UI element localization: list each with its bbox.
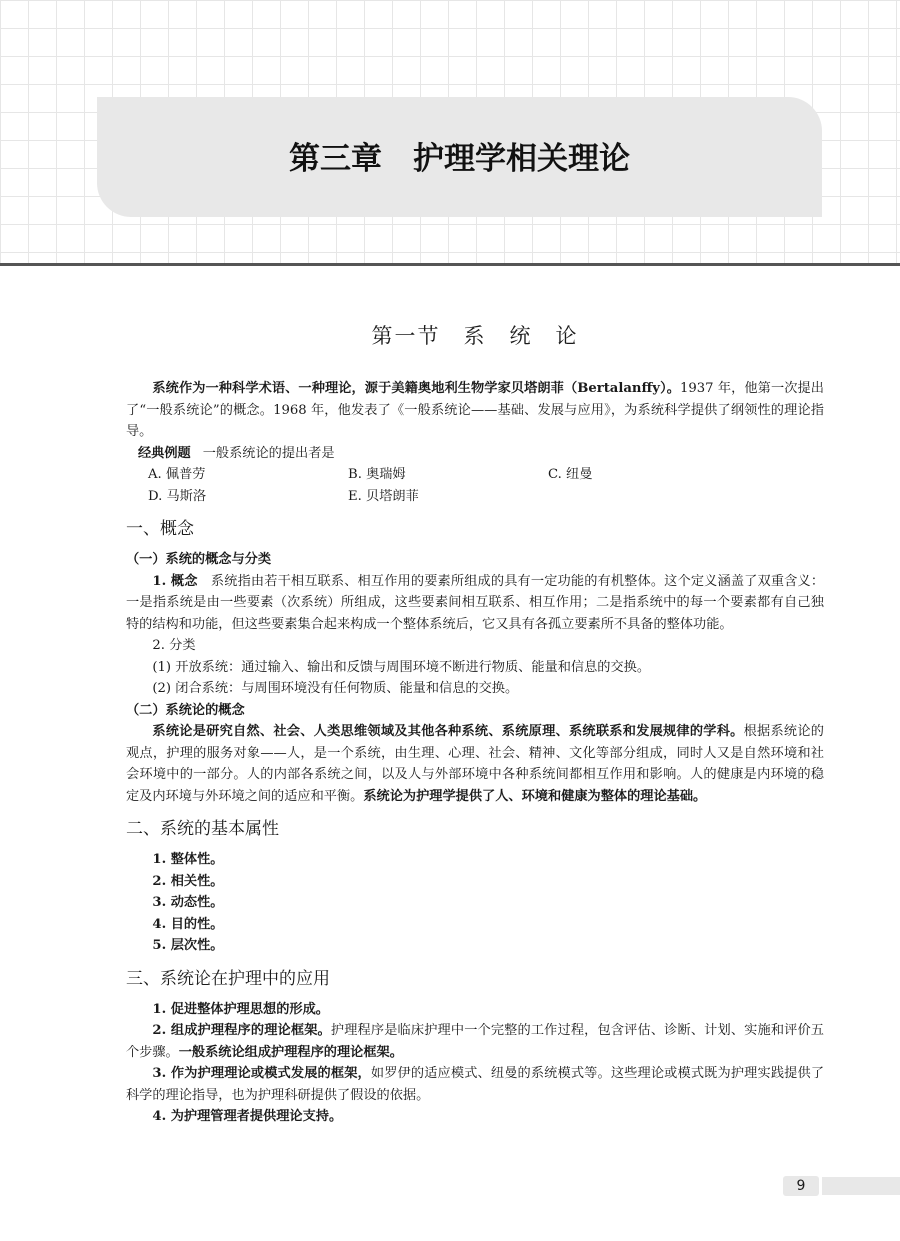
- intro-rest: 1937 年，他第一次提出了“一般系统论”的概念。1968 年，他发表了《一般系统论——基础、发展与应用》，为系统科学提供了纲领性的理论指导。: [126, 381, 824, 439]
- application-item-1: 1. 促进整体护理思想的形成。: [152, 1001, 329, 1017]
- intro-bold: 系统作为一种科学术语、一种理论，源于美籍奥地利生物学家贝塔朗菲（Bertalanffy）。: [152, 381, 681, 396]
- definition-bold: 系统论是研究自然、社会、人类思维领域及其他各种系统、系统原理、系统联系和发展规律的学科。: [152, 724, 744, 739]
- option-e: E. 贝塔朗菲: [348, 488, 419, 504]
- example-question-text: 一般系统论的提出者是: [202, 445, 335, 461]
- definition-tail: 系统论为护理学提供了人、环境和健康为整体的理论基础。: [363, 788, 707, 804]
- example-question: [138, 443, 824, 465]
- example-label: 经典例题: [138, 445, 191, 461]
- option-d: D. 马斯洛: [148, 488, 207, 504]
- property-item-3: 3. 动态性。: [152, 895, 224, 910]
- closed-system: (2) 闭合系统：与周围环境没有任何物质、能量和信息的交换。: [152, 681, 519, 696]
- application-item-2-bold: 2. 组成护理程序的理论框架。: [152, 1023, 331, 1038]
- concept-label: 1. 概念: [152, 573, 198, 589]
- page-number-bar: [822, 1177, 900, 1195]
- property-item-4: 4. 目的性。: [152, 916, 224, 932]
- definition-rest: 根据系统论的观点，护理的服务对象——人，是一个系统，由生理、心理、社会、精神、文化等部分组成，同时人又是自然环境和社会环境中的一部分。人的内部各系统之间，以及人与外部环境中各种系统间都相互作用和影响。人的健康是内环境的稳定及内环境与外环境之间的适应和平衡。: [126, 724, 824, 804]
- subheading-system-theory: （二）系统论的概念: [126, 702, 245, 718]
- classification-label: 2. 分类: [152, 638, 196, 653]
- option-b: B. 奥瑞姆: [348, 467, 406, 482]
- section-title: 第一节 系 统 论: [371, 324, 579, 348]
- header-rule: [0, 263, 900, 266]
- application-item-3: [126, 1063, 824, 1106]
- heading-concept: 一、概念: [126, 519, 194, 539]
- open-system: (1) 开放系统：通过输入、输出和反馈与周围环境不断进行物质、能量和信息的交换。: [152, 659, 651, 675]
- page-number: 9: [783, 1176, 819, 1196]
- application-item-2-rest: 护理程序是临床护理中一个完整的工作过程，包含评估、诊断、计划、实施和评价五个步骤。: [126, 1023, 824, 1060]
- option-c: C. 纽曼: [548, 467, 593, 482]
- heading-application: 三、系统论在护理中的应用: [126, 968, 330, 989]
- application-item-3-rest: 如罗伊的适应模式、纽曼的系统模式等。这些理论或模式既为护理实践提供了科学的理论指导，也为护理科研提供了假设的依据。: [126, 1066, 825, 1103]
- application-item-4: 4. 为护理管理者提供理论支持。: [152, 1109, 343, 1124]
- options-row-1: [148, 464, 824, 486]
- heading-properties: 二、系统的基本属性: [126, 819, 279, 839]
- concept-paragraph: [126, 571, 824, 636]
- options-row-2: [148, 486, 824, 508]
- example-options: [148, 464, 824, 507]
- page-content: [126, 318, 824, 1128]
- application-item-2: [126, 1020, 824, 1063]
- property-item-5: 5. 层次性。: [152, 938, 224, 953]
- chapter-title: 第三章 护理学相关理论: [289, 141, 630, 177]
- subheading-concept-classification: （一）系统的概念与分类: [126, 552, 272, 567]
- property-item-1: 1. 整体性。: [152, 852, 224, 867]
- concept-text: 系统指由若干相互联系、相互作用的要素所组成的具有一定功能的有机整体。这个定义涵盖了双重含义：一是指系统是由一些要素（次系统）所组成，这些要素间相互联系、相互作用；二是指系统中的每一个要素都有自己独特的结构和功能，但这些要素集合起来构成一个整体系统后，它又具有各孤立要素所不具备的整体功能。: [126, 573, 825, 632]
- application-item-2-tail: 一般系统论组成护理程序的理论框架。: [178, 1044, 403, 1060]
- application-item-3-bold: 3. 作为护理理论或模式发展的框架，: [152, 1066, 371, 1081]
- definition-paragraph: [126, 721, 824, 807]
- intro-paragraph: [126, 378, 824, 443]
- option-a: A. 佩普劳: [148, 467, 206, 482]
- property-item-2: 2. 相关性。: [152, 873, 224, 889]
